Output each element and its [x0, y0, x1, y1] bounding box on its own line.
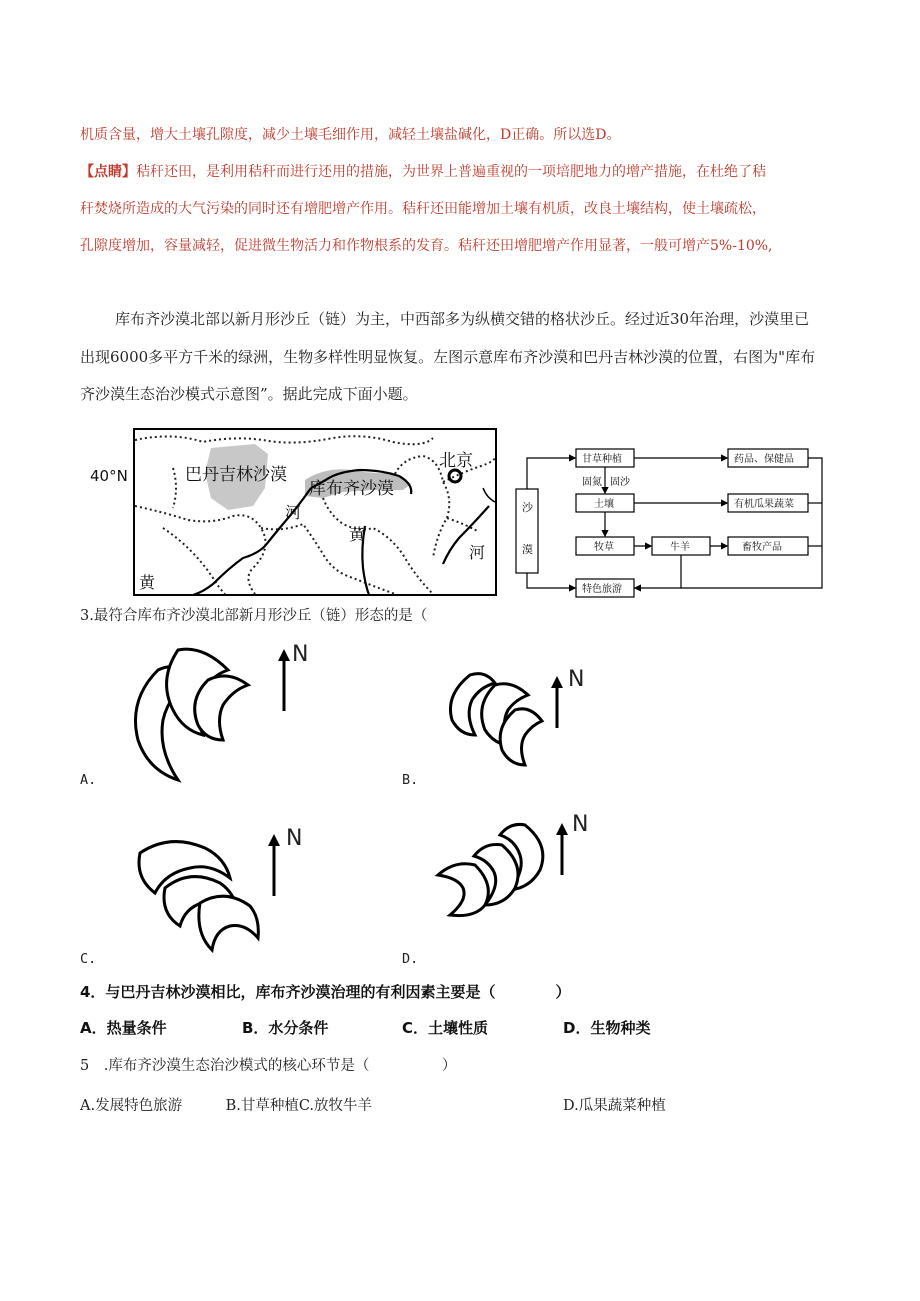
q3-stem: 3.最符合库布齐沙漠北部新月形沙丘（链）形态的是（: [80, 608, 428, 624]
q4-option-a[interactable]: A．热量条件: [80, 1019, 167, 1037]
map-latitude-label: 40°N: [90, 467, 128, 485]
map-he-label-2: 河: [469, 543, 486, 562]
flow-desert-bottom: 漠: [522, 543, 533, 556]
q4-option-b[interactable]: B．水分条件: [242, 1019, 329, 1037]
flow-cattle: 牛羊: [670, 542, 690, 553]
analysis-line-1: 机质含量，增大土壤孔隙度，减少土壤毛细作用，减轻土壤盐碱化，D正确。所以选D。: [80, 127, 621, 143]
q5-option-d[interactable]: D.瓜果蔬菜种植: [563, 1098, 666, 1114]
tip-text-1: 秸秆还田，是利用秸秆而进行还用的措施，为世界上普遍重视的一项培肥地力的增产措施，在杜绝了秸: [136, 164, 766, 180]
q5-options-abc[interactable]: A.发展特色旅游 B.甘草种植C.放牧牛羊: [80, 1098, 373, 1114]
map-kubuqi-label: 库布齐沙漠: [309, 479, 394, 499]
q4-option-d[interactable]: D．生物种类: [563, 1019, 651, 1037]
dune-option-b: [440, 655, 550, 770]
flow-fixsand: 固沙: [610, 477, 630, 488]
flow-livestock: 畜牧产品: [742, 542, 782, 553]
north-label-b: N: [568, 667, 585, 692]
flow-diagram: [512, 445, 832, 601]
flow-grass: 牧草: [594, 542, 614, 553]
flow-soil: 土壤: [594, 499, 614, 510]
q3-option-a[interactable]: A.: [80, 772, 97, 788]
passage-line-3: 齐沙漠生态治沙模式示意图”。据此完成下面小题。: [80, 385, 418, 403]
dune-option-a: [118, 640, 258, 785]
location-map: [133, 428, 497, 596]
tip-tag: 【点睛】: [80, 164, 136, 180]
q3-option-b[interactable]: B.: [402, 772, 419, 788]
q3-option-d[interactable]: D.: [402, 951, 419, 967]
flow-medicine: 药品、保健品: [734, 454, 794, 465]
flow-tourism: 特色旅游: [582, 584, 622, 595]
map-huang-label-2: 黄: [139, 573, 156, 592]
q4-stem: 4．与巴丹吉林沙漠相比，库布齐沙漠治理的有利因素主要是（ ）: [80, 983, 571, 1001]
map-badain-label: 巴丹吉林沙漠: [185, 465, 287, 485]
tip-line-2: 秆焚烧所造成的大气污染的同时还有增肥增产作用。秸秆还田能增加土壤有机质，改良土壤结构，使土壤疏松，: [80, 201, 766, 217]
flow-gancao: 甘草种植: [582, 454, 622, 465]
north-label-d: N: [572, 812, 589, 837]
dune-option-c: [130, 828, 270, 958]
north-label-a: N: [292, 642, 309, 667]
tip-line-1: [80, 162, 766, 182]
q3-option-c[interactable]: C.: [80, 951, 97, 967]
map-beijing-label: 北京: [439, 451, 473, 471]
flow-veg: 有机瓜果蔬菜: [734, 499, 794, 510]
tip-line-3: 孔隙度增加，容量减轻，促进微生物活力和作物根系的发育。秸秆还田增肥增产作用显著，一般可增产5%-10%,: [80, 238, 773, 254]
flow-fixn: 固氮: [582, 477, 602, 488]
map-huang-label-1: 黄: [349, 525, 366, 544]
passage-line-1: 库布齐沙漠北部以新月形沙丘（链）为主，中西部多为纵横交错的格状沙丘。经过近30年治理，沙漠里已: [115, 310, 810, 328]
q4-option-c[interactable]: C．土壤性质: [402, 1019, 489, 1037]
q5-stem: 5 .库布齐沙漠生态治沙模式的核心环节是（ ）: [80, 1058, 457, 1074]
dune-option-d: [430, 820, 555, 920]
passage-line-2: 出现6000多平方千米的绿洲，生物多样性明显恢复。左图示意库布齐沙漠和巴丹吉林沙漠的位置，右图为"库布: [80, 348, 816, 366]
north-label-c: N: [286, 826, 303, 851]
flow-desert-top: 沙: [522, 501, 533, 514]
map-he-label-1: 河: [285, 503, 302, 522]
